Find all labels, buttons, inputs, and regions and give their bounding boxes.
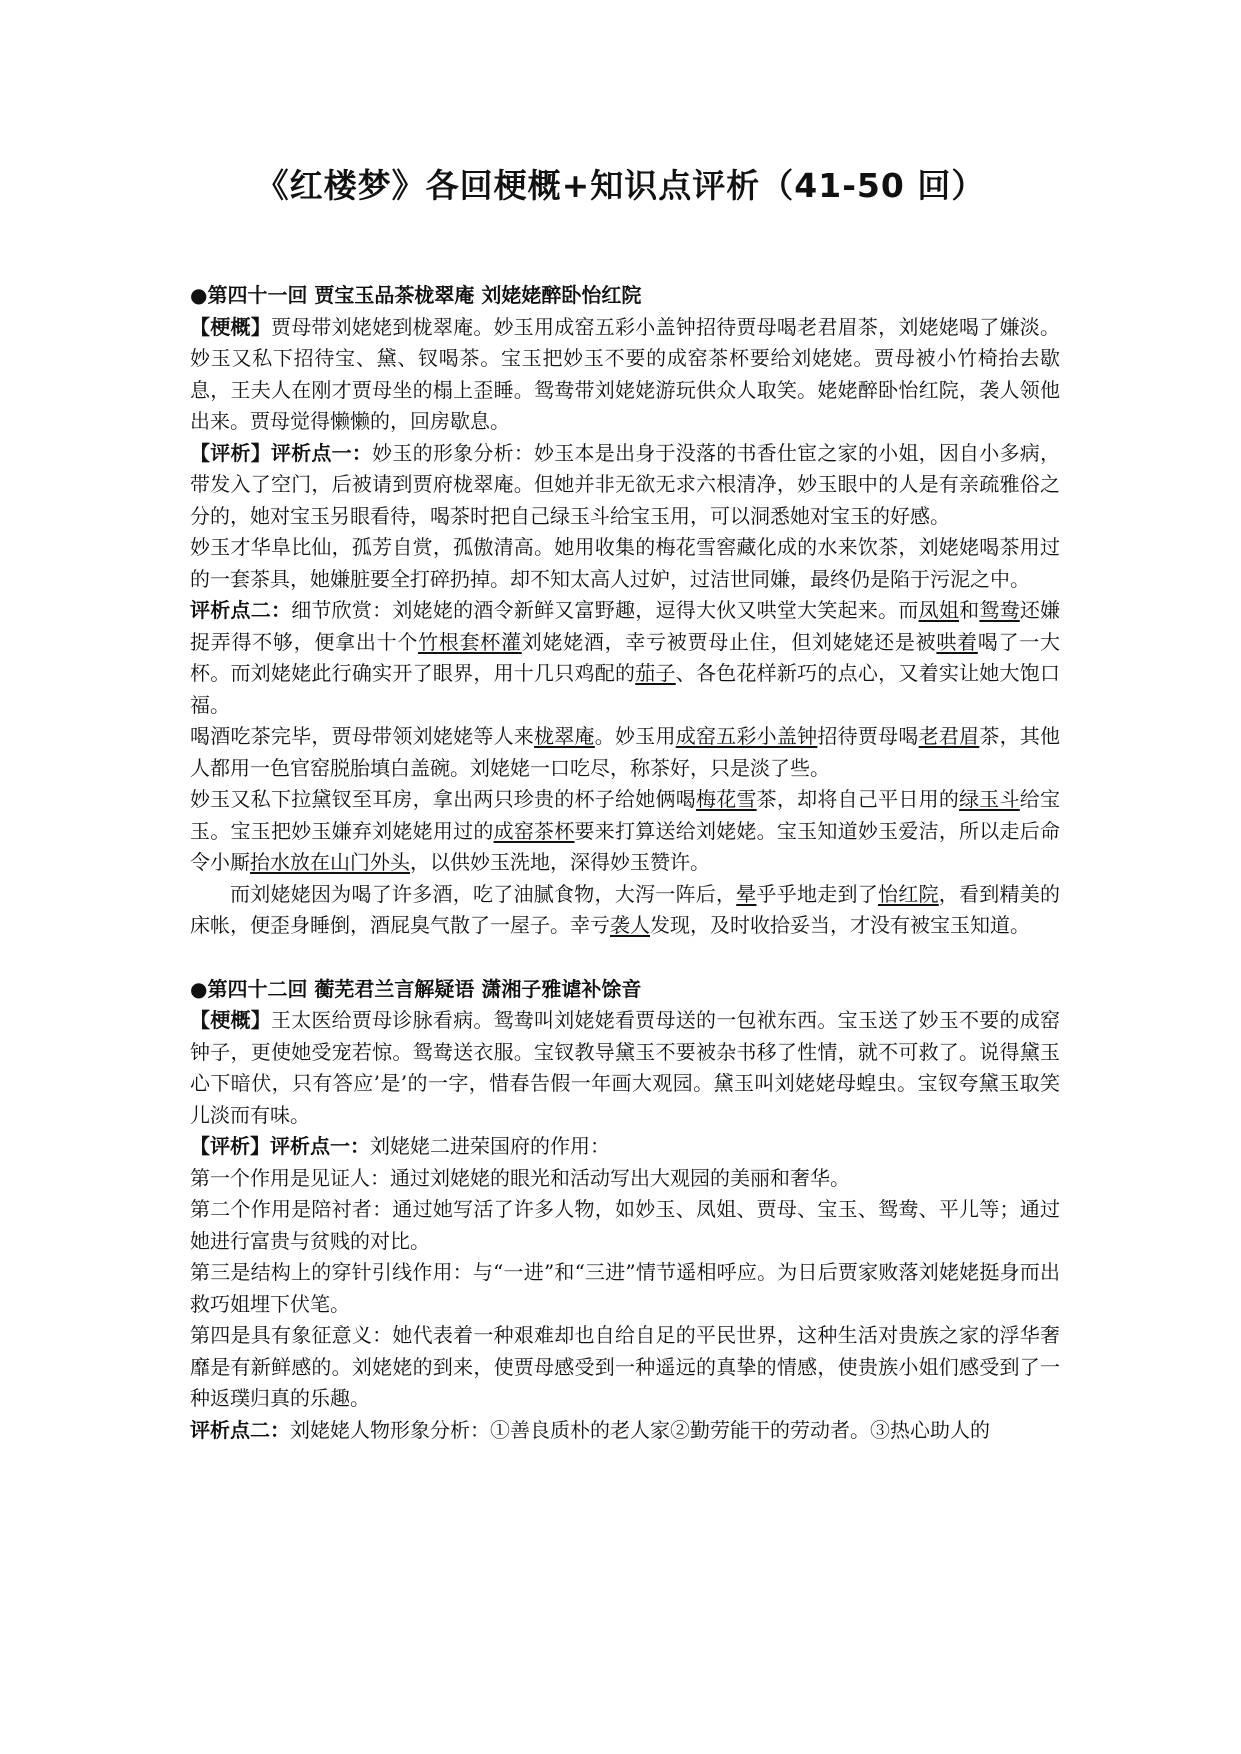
role-item: 第三是结构上的穿针引线作用：与“一进”和“三进”情节遥相呼应。为日后贾家败落刘姥姥挺身而出救巧姐埋下伏笔。 [190,1260,1060,1316]
summary-label: 【梗概】 [190,1008,271,1032]
point-1-label: 评析点一： [270,1134,370,1158]
chapter-41-private-tea-paragraph [190,784,1060,879]
underlined-term: 梅花雪 [695,787,757,811]
document-body [190,280,1060,1446]
point-1-text: 刘姥姥二进荣国府的作用： [370,1134,610,1158]
chapter-42-analysis-point-1 [190,1131,1060,1163]
point-1-text: 妙玉的形象分析：妙玉本是出身于没落的书香仕宦之家的小姐，因自小多病，带发入了空门，后被请到贾府栊翠庵。但她并非无欲无求六根清净，妙玉眼中的人是有亲疏雅俗之分的，她对宝玉另眼看待，喝茶时把自己绿玉斗给宝玉用，可以洞悉她对宝玉的好感。 [190,440,1061,528]
role-item: 第一个作用是见证人：通过刘姥姥的眼光和活动写出大观园的美丽和奢华。 [190,1165,850,1190]
text-segment: 茶，其他人都用一色官窑脱胎填白盖碗。刘姥姥一口吃尽，称茶好，只是淡了些。 [190,724,1061,780]
text-segment: 发现，及时收拾妥当，才没有被宝玉知道。 [650,913,1030,937]
text-segment: 乎乎地走到了 [756,881,878,906]
point-2-text: 刘姥姥人物形象分析：①善良质朴的老人家②勤劳能干的劳动者。③热心助人的 [290,1417,990,1442]
summary-text: 贾母带刘姥姥到栊翠庵。妙玉用成窑五彩小盖钟招待贾母喝老君眉茶，刘姥姥喝了嫌淡。妙玉又私下招待宝、黛、钗喝茶。宝玉把妙玉不要的成窑茶杯要给刘姥姥。贾母被小竹椅抬去歇息，王夫人在刚才贾母坐的榻上歪睡。鸳鸯带刘姥姥游玩供众人取笑。姥姥醉卧怡红院，袭人领他出来。贾母觉得懒懒的，回房歇息。 [190,314,1061,433]
text-segment: 要来打算送给刘姥姥。宝玉知道妙玉爱洁，所以走后命令小厮 [190,818,1061,874]
chapter-42-heading: ●第四十二回 蘅芜君兰言解疑语 潇湘子雅谑补馀音 [190,976,642,1001]
underlined-term: 绿玉斗 [959,787,1020,811]
chapter-41-tea-paragraph [190,721,1060,784]
underlined-term: 老君眉 [918,724,980,748]
chapter-41-heading: ●第四十一回 贾宝玉品茶栊翠庵 刘姥姥醉卧怡红院 [190,283,642,307]
underlined-term: 栊翠庵 [534,724,595,748]
chapter-42-summary [190,1005,1060,1131]
text-segment: 喝了一大杯。而刘姥姥此行确实开了眼界，用十几只鸡配的 [190,629,1061,685]
chapter-41-drunk-paragraph [190,879,1060,942]
text-segment: 。妙玉用 [594,724,676,748]
chapter-41-analysis-point-1 [190,438,1060,533]
text-segment: 茶，却将自己平日用的 [756,787,960,811]
underlined-term: 鸳鸯 [979,598,1020,622]
point-2-label: 评析点二： [190,1417,290,1442]
text-segment: ，看到精美的床帐，便歪身睡倒，酒屁臭气散了一屋子。幸亏 [190,881,1060,937]
underlined-term: 成窑五彩小盖钟 [675,724,818,748]
summary-text: 王太医给贾母诊脉看病。鸳鸯叫刘姥姥看贾母送的一包袱东西。宝玉送了妙玉不要的成窑钟子，更使她受宠若惊。鸳鸯送衣服。宝钗教导黛玉不要被杂书移了性情，就不可救了。说得黛玉心下暗伏，只有答应’是’的一字，惜春告假一年画大观园。黛玉叫刘姥姥母蝗虫。宝钗夸黛玉取笑儿淡而有味。 [190,1008,1061,1127]
chapter-42-analysis-point-2 [190,1415,1060,1447]
underlined-term: 成窑茶杯 [493,818,575,843]
text-segment: 细节欣赏：刘姥姥的酒令新鲜又富野趣，逗得大伙又哄堂大笑起来。而 [291,598,919,622]
underlined-term: 茄子 [635,661,676,685]
analysis-label: 【评析】 [190,440,271,465]
underlined-term: 竹根套杯灌 [418,629,522,654]
text-segment: 、各色花样新巧的点心，又着实让她大饱口福。 [190,661,1061,717]
text-segment: 刘姥姥酒，幸亏被贾母止住，但刘姥姥还是被 [521,629,937,654]
role-item: 第二个作用是陪衬者：通过她写活了许多人物，如妙玉、凤姐、贾母、宝玉、鸳鸯、平儿等；通过她进行富贵与贫贱的对比。 [190,1197,1060,1253]
underlined-term: 哄着 [936,629,978,654]
underlined-term: 怡红院 [878,881,939,906]
page-title: 《红楼梦》各回梗概+知识点评析（41-50 回） [255,166,986,205]
text-segment: 招待贾母喝 [817,724,919,748]
text-segment: 喝酒吃茶完毕，贾母带领刘姥姥等人来 [190,724,535,748]
underlined-term: 晕 [736,881,757,906]
text-segment: 和 [959,598,980,622]
text-segment: ，以供妙玉洗地，深得妙玉赞许。 [410,850,710,874]
text-segment: 而刘姥姥因为喝了许多酒，吃了油腻食物，大泻一阵后， [230,881,737,906]
underlined-term: 袭人 [610,913,650,937]
text-segment: 妙玉又私下拉黛钗至耳房，拿出两只珍贵的杯子给她俩喝 [190,787,696,811]
role-item: 第四是具有象征意义：她代表着一种艰难却也自给自足的平民世界，这种生活对贵族之家的浮华奢靡是有新鲜感的。刘姥姥的到来，使贾母感受到一种遥远的真挚的情感，使贵族小姐们感受到了一种返璞归真的乐趣。 [190,1323,1060,1410]
point-1-label: 评析点一： [270,440,373,465]
chapter-41-summary [190,312,1060,438]
underlined-term: 凤姐 [918,598,960,622]
analysis-label: 【评析】 [190,1134,270,1158]
chapter-41-miaoyu-paragraph: 妙玉才华阜比仙，孤芳自赏，孤傲清高。她用收集的梅花雪窖藏化成的水来饮茶，刘姥姥喝茶用过的一套茶具，她嫌脏要全打碎扔掉。却不知太高人过妒，过洁世同嫌，最终仍是陷于污泥之中。 [190,535,1060,591]
chapter-41-analysis-point-2 [190,595,1060,721]
point-2-label: 评析点二： [190,598,292,622]
underlined-term: 抬水放在山门外头 [250,850,410,874]
text-segment: 给宝玉。宝玉把妙玉嫌弃刘姥姥用过的 [190,787,1061,843]
text-segment: 还嫌捉弄得不够，便拿出十个 [190,598,1061,654]
summary-label: 【梗概】 [190,314,271,339]
